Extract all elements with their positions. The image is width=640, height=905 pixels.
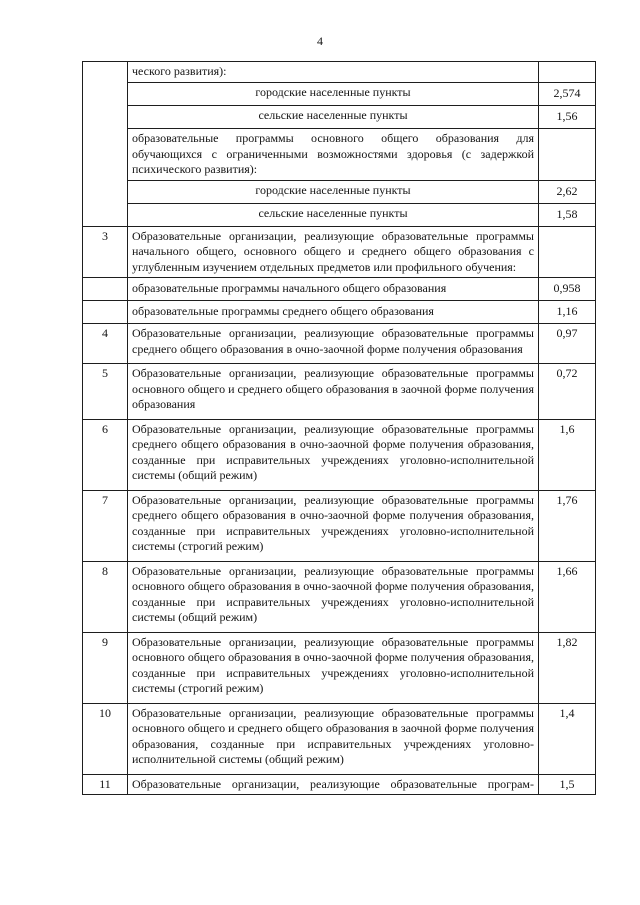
table-row	[83, 632, 596, 703]
row-coefficient	[539, 62, 596, 83]
table-row	[83, 703, 596, 774]
row-coefficient: 0,97	[539, 324, 596, 364]
row-coefficient: 1,56	[539, 106, 596, 129]
row-description: Образовательные организации, реализующие образовательные программы основного общего и среднего общего образования в заочной форме получения образования	[128, 364, 539, 420]
coefficients-table	[82, 61, 596, 795]
row-description: городские населенные пункты	[128, 180, 539, 203]
row-description: сельские населенные пункты	[128, 203, 539, 226]
row-description: образовательные программы начального общего образования	[128, 278, 539, 301]
table-row	[83, 129, 596, 181]
table-row	[83, 364, 596, 420]
row-description: образовательные программы среднего общего образования	[128, 301, 539, 324]
page-number: 4	[317, 34, 323, 48]
row-description: ческого развития):	[128, 62, 539, 83]
row-coefficient: 1,76	[539, 490, 596, 561]
table-row	[83, 83, 596, 106]
table-row	[83, 62, 596, 83]
row-coefficient: 1,82	[539, 632, 596, 703]
table-row	[83, 106, 596, 129]
row-description: Образовательные организации, реализующие образовательные программы основного общего образования в очно-заочной форме получения образования, созданные при исправительных учреждениях уголовно-исполнительной системы (общий режим)	[128, 561, 539, 632]
table-row	[83, 180, 596, 203]
table-row	[83, 226, 596, 278]
row-coefficient: 2,574	[539, 83, 596, 106]
row-description: Образовательные организации, реализующие образовательные програм-	[128, 774, 539, 795]
row-description: Образовательные организации, реализующие образовательные программы начального общего, основного общего и среднего общего образования с углубленным изучением отдельных предметов или профильного обучения:	[128, 226, 539, 278]
row-number: 4	[83, 324, 128, 364]
row-description: Образовательные организации, реализующие образовательные программы среднего общего образования в очно-заочной форме получения образования, созданные при исправительных учреждениях уголовно-исполнительной системы (строгий режим)	[128, 490, 539, 561]
row-number: 7	[83, 490, 128, 561]
table-row	[83, 561, 596, 632]
row-description: городские населенные пункты	[128, 83, 539, 106]
row-number	[83, 301, 128, 324]
row-coefficient: 0,958	[539, 278, 596, 301]
row-coefficient: 2,62	[539, 180, 596, 203]
table-row	[83, 419, 596, 490]
row-coefficient: 1,5	[539, 774, 596, 795]
row-number	[83, 278, 128, 301]
row-coefficient: 1,66	[539, 561, 596, 632]
row-coefficient: 1,6	[539, 419, 596, 490]
row-description: Образовательные организации, реализующие образовательные программы основного общего образования в очно-заочной форме получения образования, созданные при исправительных учреждениях уголовно-исполнительной системы (строгий режим)	[128, 632, 539, 703]
row-number	[83, 62, 128, 227]
row-number: 10	[83, 703, 128, 774]
row-coefficient	[539, 129, 596, 181]
row-coefficient	[539, 226, 596, 278]
table-row	[83, 203, 596, 226]
row-coefficient: 1,16	[539, 301, 596, 324]
row-description: Образовательные организации, реализующие образовательные программы среднего общего образования в очно-заочной форме получения образования	[128, 324, 539, 364]
table-row	[83, 301, 596, 324]
row-coefficient: 1,4	[539, 703, 596, 774]
row-coefficient: 0,72	[539, 364, 596, 420]
row-description: образовательные программы основного общего образования для обучающихся с ограниченными возможностями здоровья (с задержкой психического развития):	[128, 129, 539, 181]
row-number: 3	[83, 226, 128, 278]
table-row	[83, 324, 596, 364]
table-row	[83, 278, 596, 301]
row-number: 11	[83, 774, 128, 795]
row-description: Образовательные организации, реализующие образовательные программы основного общего и среднего общего образования в заочной форме получения образования, созданные при исправительных учреждениях уголовно-исполнительной системы (общий режим)	[128, 703, 539, 774]
row-number: 5	[83, 364, 128, 420]
row-description: сельские населенные пункты	[128, 106, 539, 129]
row-number: 8	[83, 561, 128, 632]
row-number: 9	[83, 632, 128, 703]
table-row	[83, 490, 596, 561]
row-description: Образовательные организации, реализующие образовательные программы среднего общего образования в очно-заочной форме получения образования, созданные при исправительных учреждениях уголовно-исполнительной системы (общий режим)	[128, 419, 539, 490]
row-number: 6	[83, 419, 128, 490]
row-coefficient: 1,58	[539, 203, 596, 226]
table-row	[83, 774, 596, 795]
